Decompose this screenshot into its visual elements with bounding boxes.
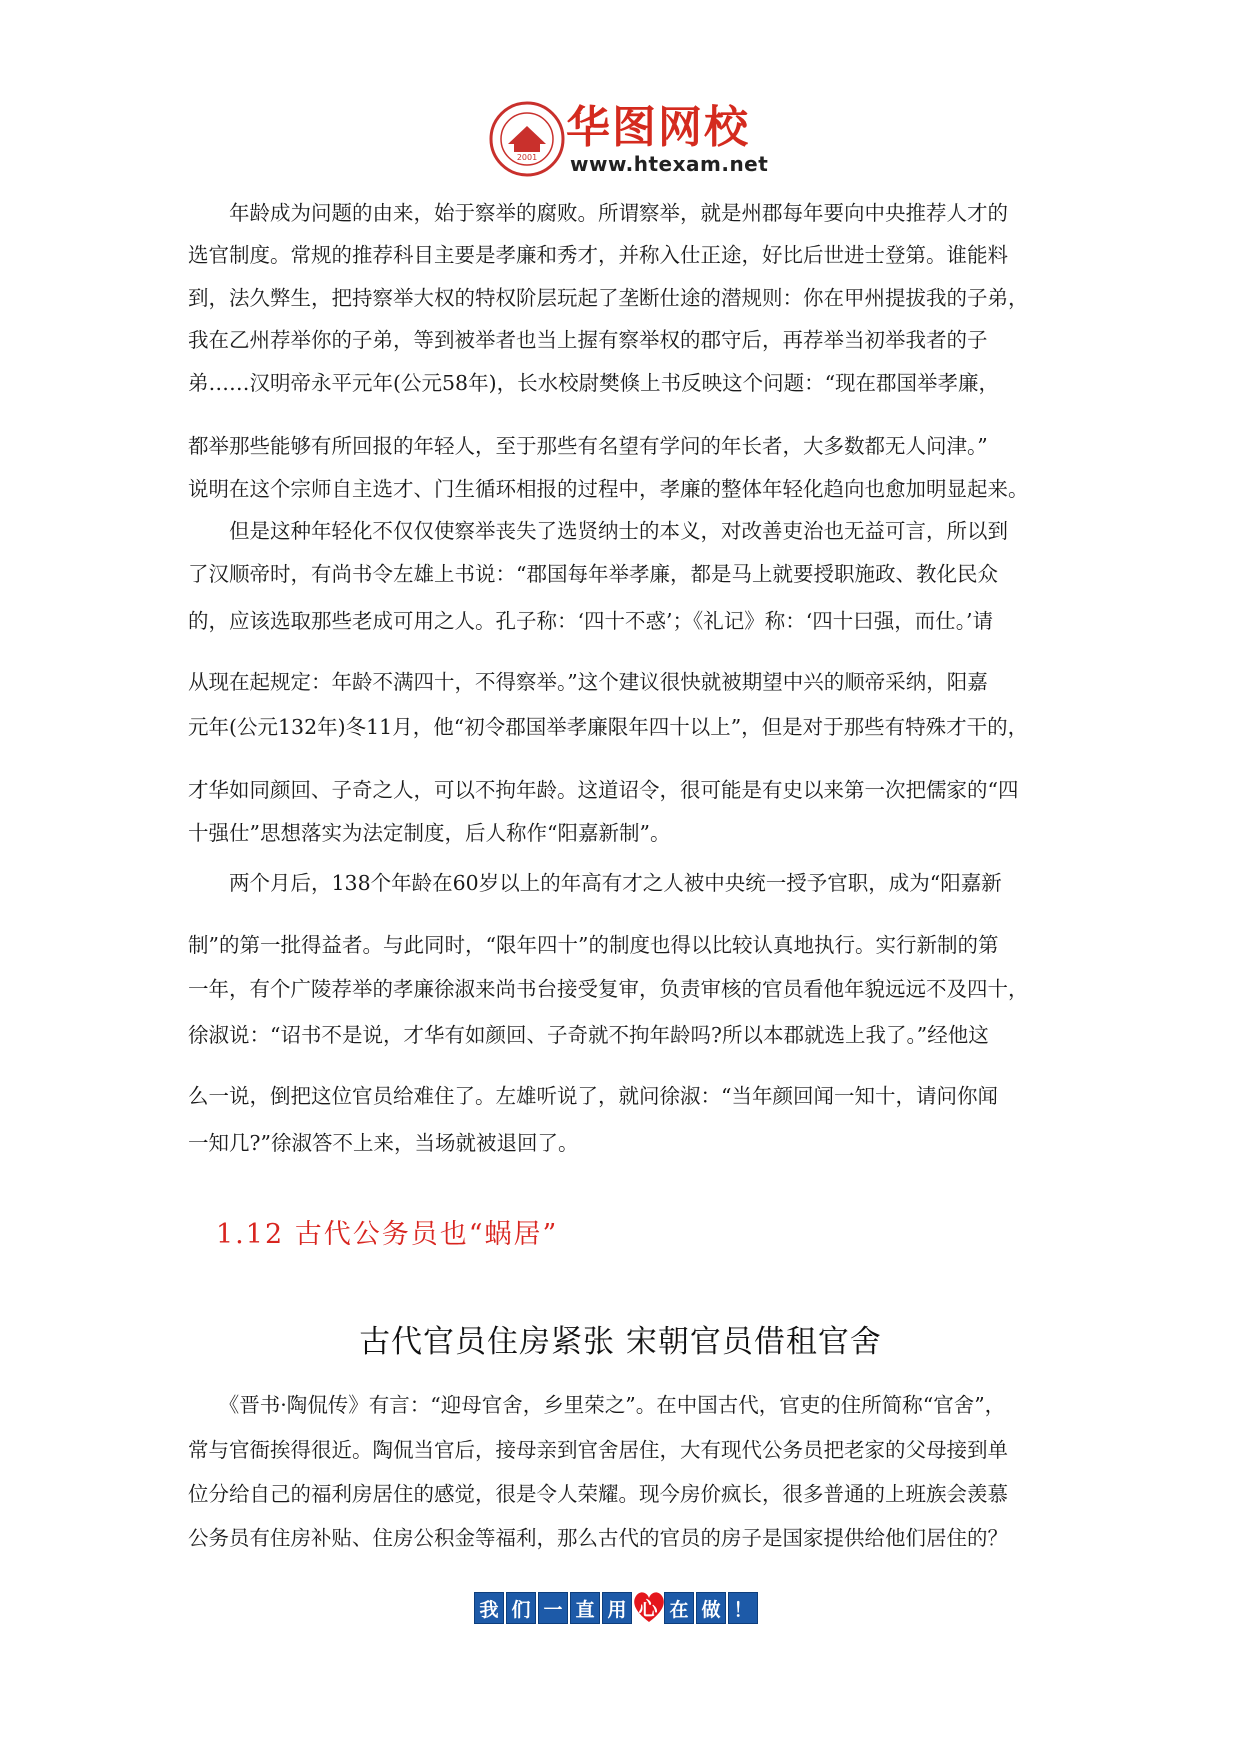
huatu-seal-logo (488, 100, 566, 178)
body-line: 到，法久弊生，把持察举大权的特权阶层玩起了垄断仕途的潜规则：你在甲州提拔我的子弟， (188, 286, 1029, 310)
body-line: 的，应该选取那些老成可用之人。孔子称：‘四十不惑’；《礼记》称：‘四十曰强，而仕。’请 (188, 609, 994, 633)
body-line: 才华如同颜回、子奇之人，可以不拘年龄。这道诏令，很可能是有史以来第一次把儒家的“四 (188, 778, 1019, 802)
section-heading: 1.12 古代公务员也“蜗居” (216, 1219, 559, 1250)
article-line: 公务员有住房补贴、住房公积金等福利，那么古代的官员的房子是国家提供给他们居住的？ (188, 1526, 1008, 1550)
body-line: 年龄成为问题的由来，始于察举的腐败。所谓察举，就是州郡每年要向中央推荐人才的 (188, 201, 1008, 225)
slogan-char: 我 (474, 1592, 504, 1624)
article-line: 位分给自己的福利房居住的感觉，很是令人荣耀。现今房价疯长，很多普通的上班族会羡慕 (188, 1482, 1008, 1506)
body-line: 一知几?”徐淑答不上来，当场就被退回了。 (188, 1131, 579, 1155)
article-line: 《晋书·陶侃传》有言：“迎母官舍，乡里荣之”。在中国古代，官吏的住所简称“官舍”， (188, 1393, 1006, 1417)
heart-icon (634, 1592, 662, 1622)
page-header (488, 100, 768, 180)
body-line: 两个月后，138个年龄在60岁以上的年高有才之人被中央统一授予官职，成为“阳嘉新 (188, 871, 1002, 895)
body-line: 从现在起规定：年龄不满四十，不得察举。”这个建议很快就被期望中兴的顺帝采纳，阳嘉 (188, 670, 988, 694)
body-line: 选官制度。常规的推荐科目主要是孝廉和秀才，并称入仕正途，好比后世进士登第。谁能料 (188, 243, 1008, 267)
brand-name: 华图网校 (566, 102, 750, 153)
slogan-char: 用 (602, 1592, 632, 1624)
body-line: 但是这种年轻化不仅仅使察举丧失了选贤纳士的本义，对改善吏治也无益可言，所以到 (188, 519, 1008, 543)
footer-slogan (474, 1592, 758, 1626)
slogan-char: 直 (570, 1592, 600, 1624)
slogan-char: ！ (728, 1592, 758, 1624)
body-line: 都举那些能够有所回报的年轻人，至于那些有名望有学问的年长者，大多数都无人问津。” (188, 434, 988, 458)
brand-url: www.htexam.net (570, 152, 769, 176)
body-line: 制”的第一批得益者。与此同时，“限年四十”的制度也得以比较认真地执行。实行新制的第 (188, 933, 999, 957)
slogan-char: 做 (696, 1592, 726, 1624)
article-line: 常与官衙挨得很近。陶侃当官后，接母亲到官舍居住，大有现代公务员把老家的父母接到单 (188, 1438, 1008, 1462)
body-line: 弟……汉明帝永平元年(公元58年)，长水校尉樊倏上书反映这个问题：“现在郡国举孝廉， (188, 371, 1000, 395)
body-line: 说明在这个宗师自主选才、门生循环相报的过程中，孝廉的整体年轻化趋向也愈加明显起来。 (188, 477, 1029, 501)
body-line: 么一说，倒把这位官员给难住了。左雄听说了，就问徐淑：“当年颜回闻一知十，请问你闻 (188, 1084, 998, 1108)
slogan-char: 一 (538, 1592, 568, 1624)
body-line: 了汉顺帝时，有尚书令左雄上书说：“郡国每年举孝廉，都是马上就要授职施政、教化民众 (188, 562, 998, 586)
slogan-char: 在 (664, 1592, 694, 1624)
body-line: 徐淑说：“诏书不是说，才华有如颜回、子奇就不拘年龄吗?所以本郡就选上我了。”经他这 (188, 1023, 989, 1047)
svg-text:2001: 2001 (516, 153, 538, 162)
article-title: 古代官员住房紧张 宋朝官员借租官舍 (359, 1324, 882, 1360)
body-line: 十强仕”思想落实为法定制度，后人称作“阳嘉新制”。 (188, 821, 671, 845)
body-line: 我在乙州荐举你的子弟，等到被举者也当上握有察举权的郡守后，再荐举当初举我者的子 (188, 328, 988, 352)
body-line: 元年(公元132年)冬11月，他“初令郡国举孝廉限年四十以上”，但是对于那些有特殊才干的， (188, 715, 1029, 739)
slogan-char: 心 (638, 1597, 658, 1620)
body-line: 一年，有个广陵荐举的孝廉徐淑来尚书台接受复审，负责审核的官员看他年貌远远不及四十， (188, 977, 1029, 1001)
slogan-char: 们 (506, 1592, 536, 1624)
